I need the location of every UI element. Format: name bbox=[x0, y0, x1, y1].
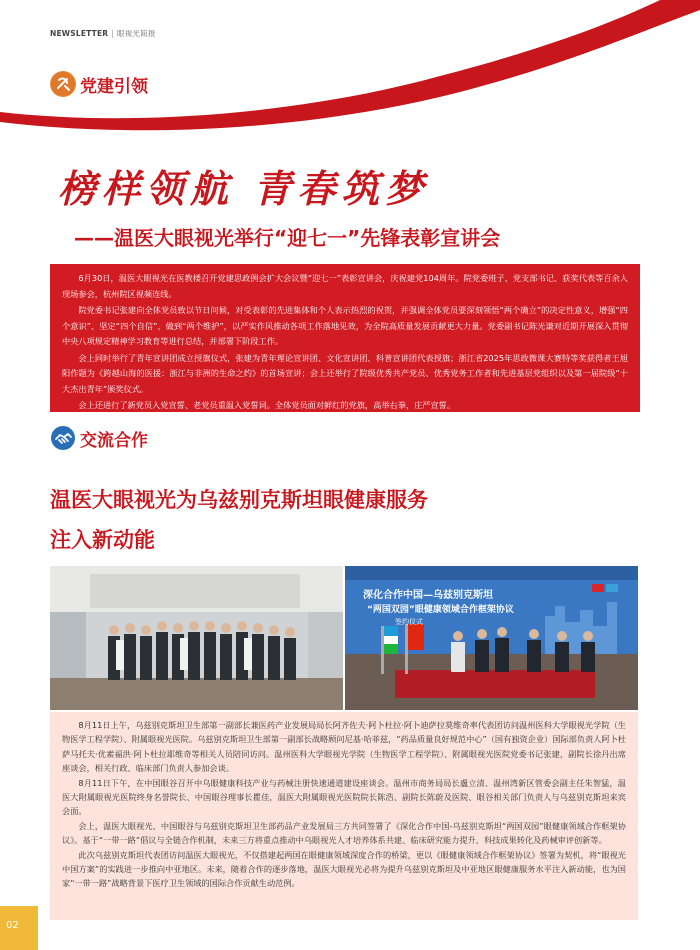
hero-subtitle: ——温医大眼视光举行“迎七一”先锋表彰宣讲会 bbox=[74, 226, 501, 250]
article-title-line1: 温医大眼视光为乌兹别克斯坦眼健康服务 bbox=[50, 488, 428, 512]
signing-ceremony-photo bbox=[345, 566, 638, 710]
party-emblem-icon bbox=[50, 71, 76, 97]
top-swoosh-decoration bbox=[0, 0, 700, 300]
screen-text-line1: 深化合作中国—乌兹别克斯坦 bbox=[363, 590, 493, 601]
paragraph: 8月11日上午，乌兹别克斯坦卫生部第一副部长兼医药产业发展局局长阿齐佐夫·阿卜杜拉·阿卜迪萨拉莫维奇率代表团访问温州医科大学眼视光学院（生物医学工程学院）、附属眼视光医院。乌兹别克斯坦卫生部第一副部长战略顾问尼基·哈菲兹，“药品质量良好规范中心”（国有独资企业）国际部负责人阿卜杜萨马托夫·优素福洪·阿卜杜拉耶维奇等相关人员陪同访问。温州医科大学眼视光学院（生物医学工程学院）、附属眼视光医院党委书记张建，副院长徐丹出席座谈会，相关行政、临床部门负责人参加会谈。 bbox=[62, 720, 626, 774]
handshake-icon bbox=[50, 425, 76, 451]
paragraph: 此次乌兹别克斯坦代表团访问温医大眼视光，不仅搭建起两国在眼健康领域深度合作的桥梁，更以《眼健康领域合作框架协议》签署为契机，将“眼视光中国方案”的实践进一步推向中亚地区。未来，随着合作的逐步落地，温医大眼视光必将为提升乌兹别克斯坦及中亚地区眼健康服务水平注入新动能，也为国家“一带一路”战略背景下医疗卫生领域的国际合作贡献生动范例。 bbox=[62, 849, 626, 889]
header-title: 眼视光简报 bbox=[117, 29, 156, 38]
section-title-party: 党建引领 bbox=[80, 77, 148, 97]
page-number: 02 bbox=[0, 906, 38, 950]
party-event-text-box bbox=[50, 264, 640, 412]
paragraph: 会上，温医大眼视光、中国眼谷与乌兹别克斯坦卫生部药品产业发展局三方共同签署了《深化合作中国-乌兹别克斯坦“两国双园”眼健康领域合作框架协议》。基于“一带一路”倡议与全链合作机制，未来三方将重点推动中乌眼视光人才培养体系共建、临床研究能力提升、科技成果转化及药械审评创新等。 bbox=[62, 820, 626, 846]
screen-text-line3: 签约仪式 bbox=[395, 618, 423, 626]
paragraph: 会上还进行了新党员入党宣誓、老党员重温入党誓词。全体党员面对鲜红的党旗，高举右拳，庄严宣誓。 bbox=[78, 400, 456, 410]
header-brand: NEWSLETTER bbox=[50, 29, 109, 38]
paragraph: 6月30日，温医大眼视光在医教楼召开党建思政例会扩大会议暨“迎七一”表彰宣讲会，庆祝建党104周年。院党委班子、党支部书记、获奖代表等百余人现场参会，杭州院区视频连线。 bbox=[62, 273, 628, 299]
paragraph: 会上同时举行了青年宣讲团成立授旗仪式，张建为青年理论宣讲团、文化宣讲团、科普宣讲团代表授旗；浙江省2025年思政微课大赛特等奖获得者王旭阳作题为《跨越山海的医援：浙江与非洲的生命之约》的首场宣讲；会上还举行了院级优秀共产党员、优秀党务工作者和先进基层党组织以及第一届院级“十大杰出青年”颁奖仪式。 bbox=[62, 352, 628, 394]
article-title-line2: 注入新动能 bbox=[50, 528, 155, 552]
screen-text-line2: “两国双园”眼健康领域合作框架协议 bbox=[367, 605, 514, 615]
section-title-exchange: 交流合作 bbox=[80, 431, 148, 451]
newsletter-header: NEWSLETTER | 眼视光简报 bbox=[50, 29, 156, 38]
cooperation-text-box bbox=[50, 712, 638, 920]
hero-title: 榜样领航 青春筑梦 bbox=[58, 166, 430, 211]
paragraph: 8月11日下午，在中国眼谷召开中乌眼健康科技产业与药械注册快速通道建设座谈会。温州市商务局局长盧立清、温州湾新区管委会副主任朱智猛，温医大附属眼视光医院终身名誉院长、中国眼谷理事长瞿佳，温医大附属眼视光医院院长陈浩、副院长陈蔚及医院、眼谷相关部门负责人与乌兹别克斯坦来宾会面。 bbox=[62, 777, 626, 817]
group-photo bbox=[50, 566, 343, 710]
paragraph: 院党委书记张建向全体党员致以节日问候，对受表彰的先进集体和个人表示热烈的祝贺，并强调全体党员要深刻领悟“两个确立”的决定性意义，增强“四个意识”、坚定“四个自信”、做到“两个维护”，以严实作风推动各项工作落地见效，为全院高质量发展贡献更大力量。党委副书记陈光谦对近期开展深入贯彻中央八项规定精神学习教育等进行总结，并部署下阶段工作。 bbox=[62, 305, 628, 346]
